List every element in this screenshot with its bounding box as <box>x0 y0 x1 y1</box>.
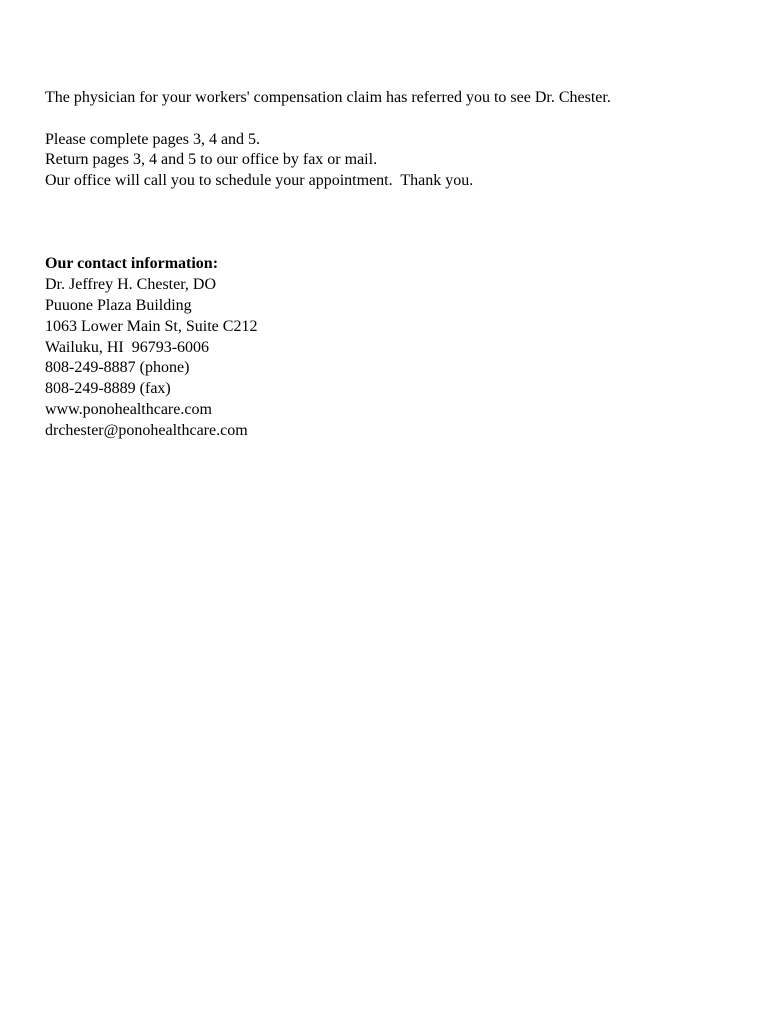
spacer <box>45 109 745 130</box>
contact-name: Dr. Jeffrey H. Chester, DO <box>45 276 217 294</box>
contact-fax: 808-249-8889 (fax) <box>45 380 171 398</box>
instruction-return-pages: Return pages 3, 4 and 5 to our office by fax or mail. <box>45 151 378 169</box>
referral-text: The physician for your workers' compensation claim has referred you to see Dr. Chester. <box>45 89 611 106</box>
spacer <box>45 192 745 254</box>
contact-street: 1063 Lower Main St, Suite C212 <box>45 317 258 335</box>
contact-heading: Our contact information: <box>45 255 219 273</box>
contact-phone: 808-249-8887 (phone) <box>45 359 190 377</box>
instruction-schedule: Our office will call you to schedule your appointment. Thank you. <box>45 172 474 190</box>
contact-city: Wailuku, HI 96793-6006 <box>45 338 210 356</box>
contact-website: www.ponohealthcare.com <box>45 400 212 418</box>
contact-building: Puuone Plaza Building <box>45 296 192 314</box>
document-page <box>45 88 745 442</box>
contact-email: drchester@ponohealthcare.com <box>45 421 248 439</box>
instruction-complete-pages: Please complete pages 3, 4 and 5. <box>45 130 261 148</box>
